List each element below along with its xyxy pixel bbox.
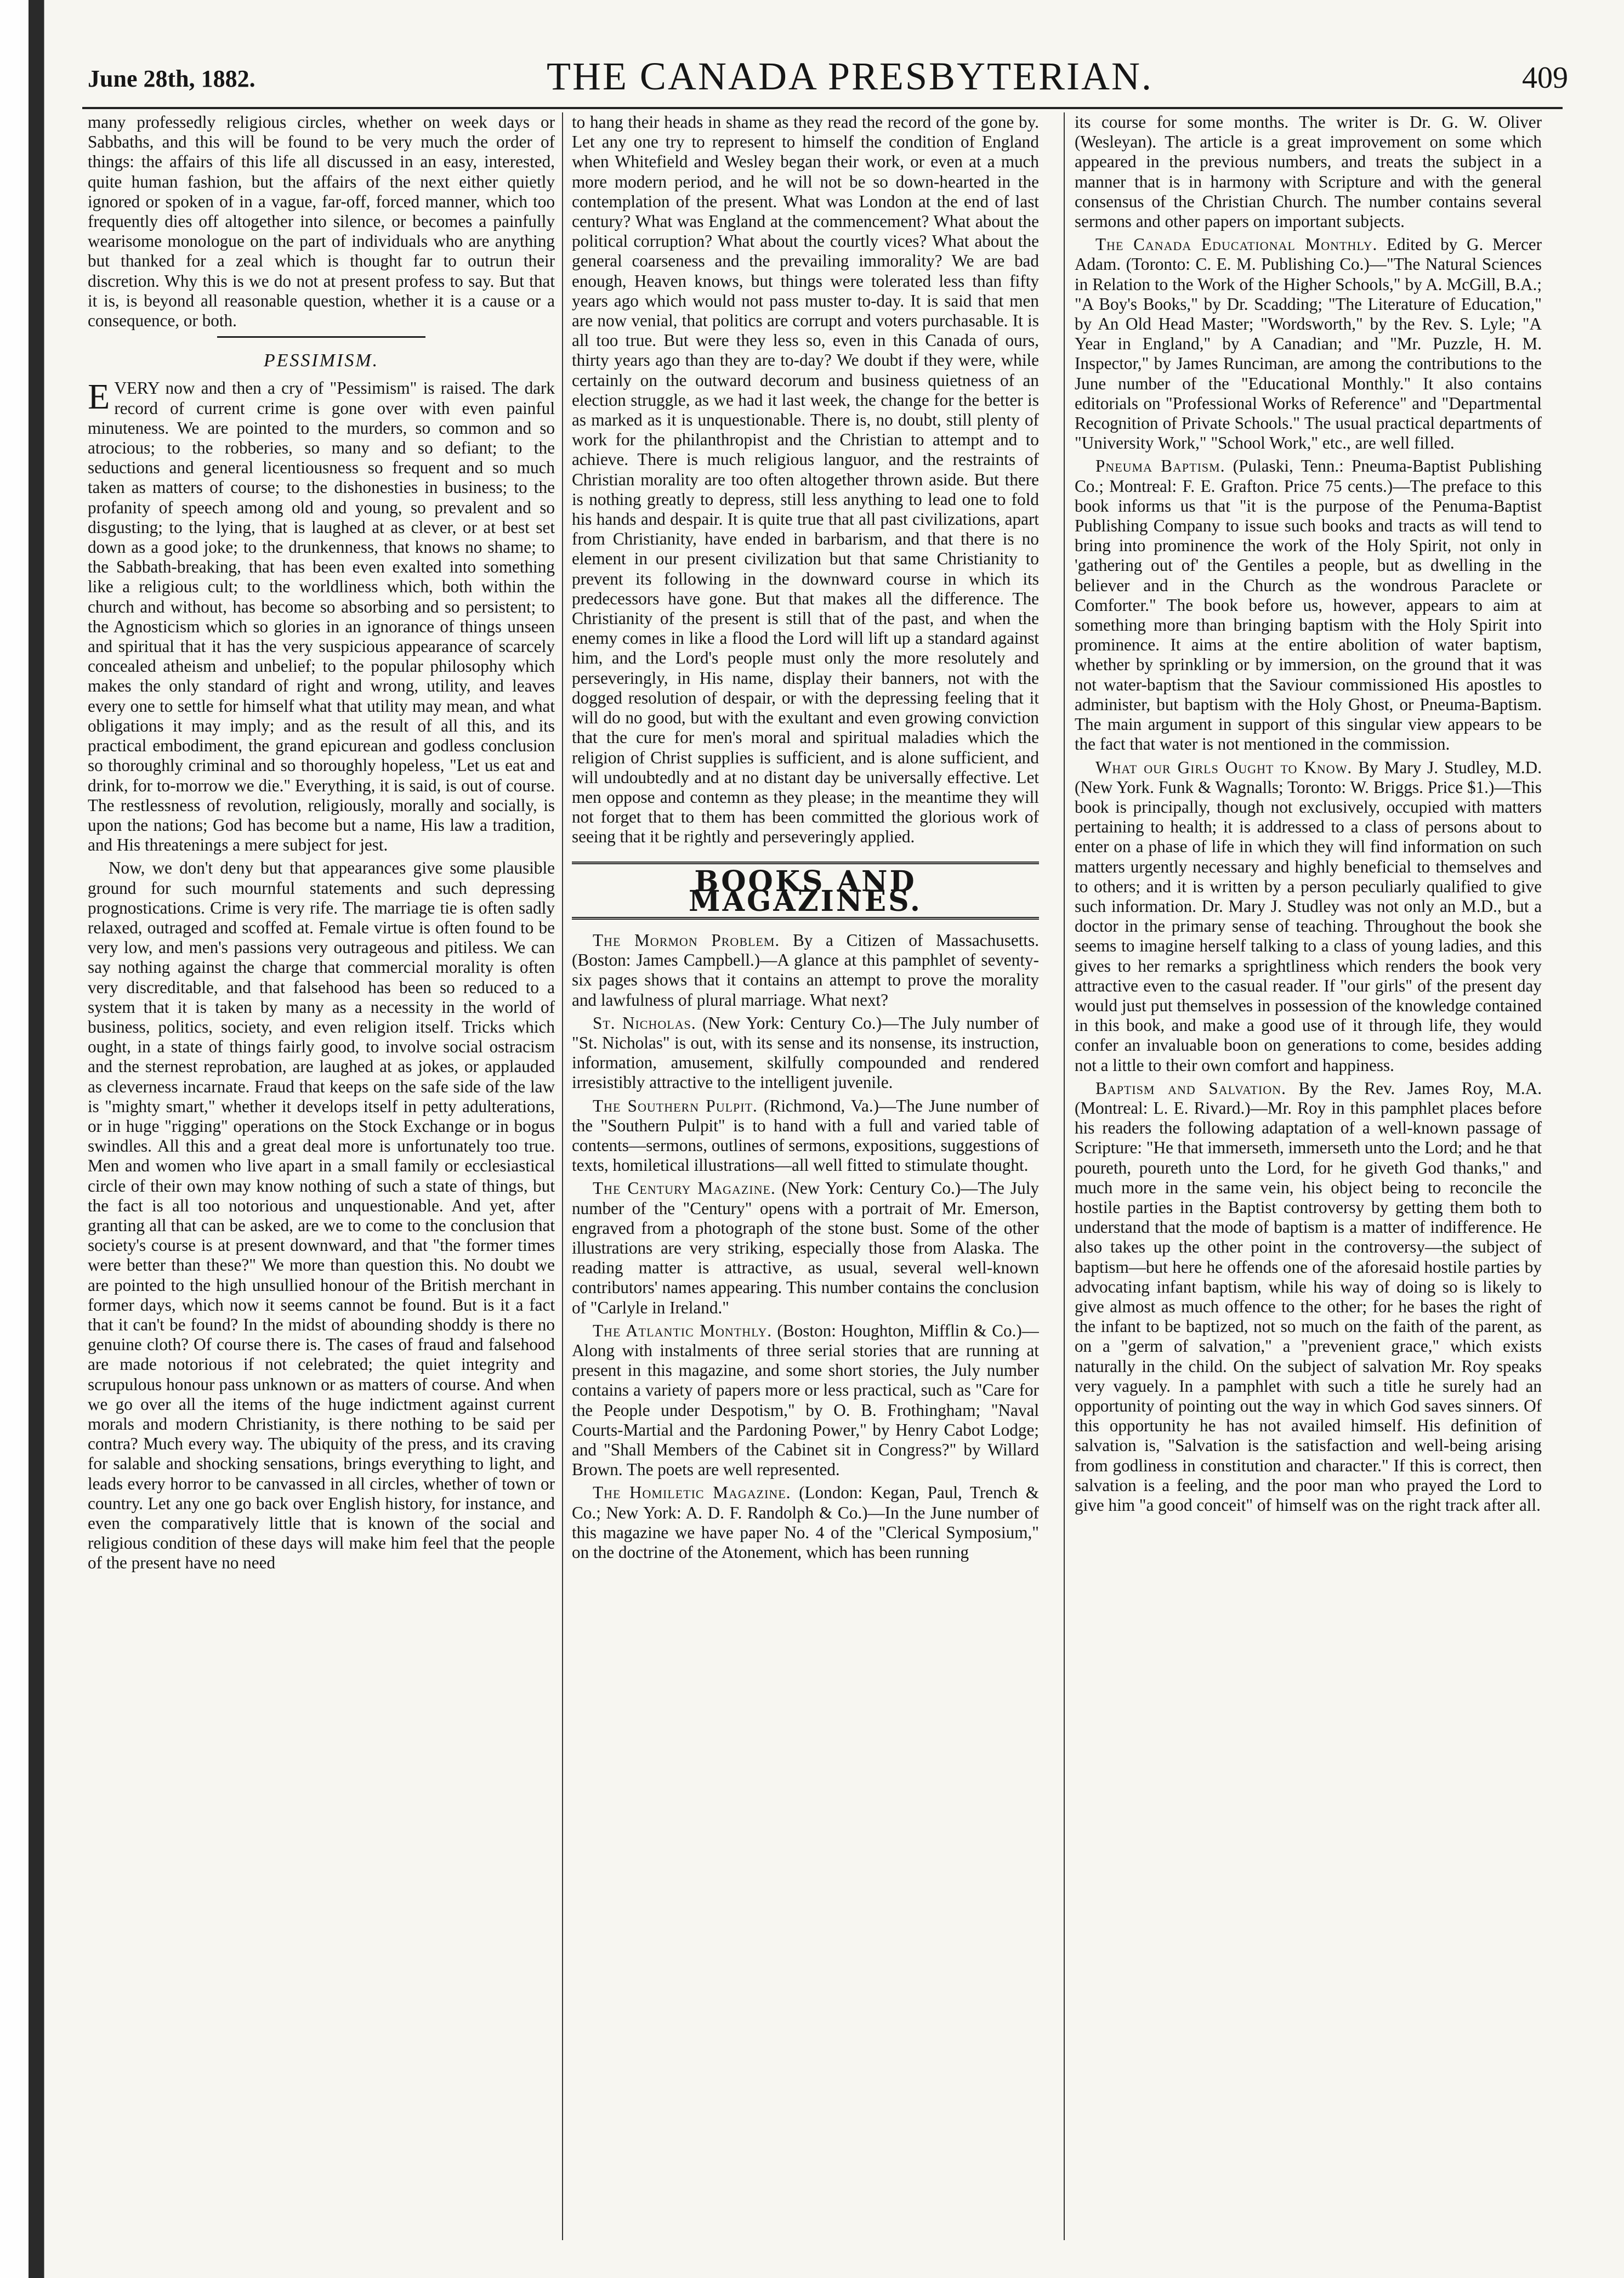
review-text: Edited by G. Mercer Adam. (Toronto: C. E. M. Publishing Co.)—"The Natural Sciences in Relation to the Work of the Higher Schools," by A. McGill, B.A.; "A Boy's Books," by Dr. Scadding; "The Literature of Education," by An Old Head Master; "Wordsworth," by the Rev. S. Lyle; "A Year in England," by A Canadian; and "Mr. Puzzle, H. M. Inspector," by James Runciman, are among the contributions to the June number of the "Educational Monthly." It also contains editorials on "Professional Works of Reference" and "Departmental Recognition of Private Schools." The usual practical departments of "University Work," "School Work," etc., are well filled.: [1075, 235, 1542, 453]
section-heading-books-and-magazines: BOOKS AND MAGAZINES.: [572, 862, 1039, 920]
review-title: The Canada Educational Monthly.: [1095, 235, 1378, 254]
column-1: [88, 112, 555, 2262]
review-text: (Boston: Houghton, Mifflin & Co.)—Along with instalments of three serial stories that are running at present in this magazine, and some short stories, the July number contains a variety of papers more or less practical, such as "Care for the People under Despotism," by O. B. Frothingham; "Naval Courts-Martial and the Pardoning Power," by Henry Cabot Lodge; and "Shall Members of the Cabinet sit in Congress?" by Willard Brown. The poets are well represented.: [572, 1321, 1039, 1480]
newspaper-title: THE CANADA PRESBYTERIAN.: [546, 54, 1154, 98]
review-title: Pneuma Baptism.: [1095, 456, 1225, 476]
review-text: (London: Kegan, Paul, Trench & Co.; New York: A. D. F. Randolph & Co.)—In the June number of this magazine we have paper No. 4 of the "Clerical Symposium," on the doctrine of the Atonement, which has been running: [572, 1483, 1039, 1562]
review-item: [1075, 758, 1542, 1075]
column-divider: [1064, 112, 1065, 2240]
review-item: [572, 1321, 1039, 1480]
review-text: By the Rev. James Roy, M.A. (Montreal: L. E. Rivard.)—Mr. Roy in this pamphlet places before his readers the following adaptation of a well-known passage of Scripture: "He that immerseth, immerseth unto the Lord; and he that poureth, poureth unto the Lord, for he giveth God thanks," and much more in the same vein, his object being to reconcile the hostile parties in the Baptist controversy by getting them both to understand that the mode of baptism is a matter of indifference. He also takes up the other point in the controversy—the subject of baptism—but here he offends one of the aforesaid hostile parties by advocating infant baptism, while his way of doing so is likely to give almost as much offence to the other; for he bases the right of the infant to be baptized, not so much on the faith of the parent, as on a "germ of salvation," a "prevenient grace," which exists naturally in the child. On the subject of salvation Mr. Roy speaks very vaguely. In a pamphlet with such a title he surely had an opportunity of pointing out the way in which God saves sinners. Of this opportunity he has not availed himself. His definition of salvation is, "Salvation is the satisfaction and well-being arising from godliness in constitution and character." If this is correct, then salvation is a feeling, and the poor man who prayed the Lord to give him "a good conceit" of himself was on the right track after all.: [1075, 1078, 1542, 1515]
page-binding-edge: [0, 0, 71, 2278]
review-text: By a Citizen of Massachusetts. (Boston: James Campbell.)—A glance at this pamphlet of seventy-six pages shows that it contains an attempt to prove the morality and lawfulness of plural marriage. What next?: [572, 930, 1039, 1010]
review-title: The Atlantic Monthly.: [593, 1321, 772, 1340]
article-paragraph: many professedly religious circles, whether on week days or Sabbaths, and this will be found to be very much the order of things: the affairs of this life all discussed in an easy, interested, quite human fashion, but the affairs of the next either quietly ignored or spoken of in a vague, far-off, forced manner, which too frequently dies off altogether into silence, or becomes a painfully wearisome monologue on the part of individuals who are anything but thanked for a zeal which is thought far to outrun their discretion. Why this is we do not at present profess to say. But that it is, is beyond all reasonable question, whether it is a cause or a consequence, or both.: [88, 112, 555, 331]
review-item: [572, 1013, 1039, 1093]
paragraph-text: VERY now and then a cry of "Pessimism" is raised. The dark record of current crime is gone over with even painful minuteness. We are pointed to the murders, so common and so atrocious; to the robberies, so many and so defiant; to the seductions and general licentiousness so frequent and so much taken as matters of course; to the dishonesties in business; to the profanity of speech among old and young, so prevalent and so disgusting; to the lying, that is laughed at as clever, or at best set down as a good joke; to the drunkenness, that knows no shame; to the Sabbath-breaking, that has been even exalted into something like a religious cult; to the worldliness which, both within the church and without, has become so absorbing and so persistent; to the Agnosticism which so glories in an ignorance of things unseen and spiritual that it has the very suspicious appearance of scarcely concealed atheism and unbelief; to the popular philosophy which makes the only standard of right and wrong, utility, and leaves every one to settle for himself what that utility may mean, and what obligations it may imply; and as the result of all this, and its practical embodiment, the grand epicurean and godless conclusion so thoroughly criminal and so thoroughly hopeless, "Let us eat and drink, for to-morrow we die." Everything, it is said, is out of course. The restlessness of revolution, religiously, morally and socially, is upon the nations; God has become but a name, His law a tradition, and His threatenings a mere subject for jest.: [88, 378, 555, 855]
review-item: [572, 1178, 1039, 1317]
drop-cap: E: [88, 377, 110, 417]
article-paragraph: Now, we don't deny but that appearances give some plausible ground for such mournful statements and such depressing prognostications. Crime is very rife. The marriage tie is often sadly relaxed, outraged and scoffed at. Female virtue is often found to be very low, and men's passions very outrageous and pitiless. We can say nothing against the charge that commercial morality is often very discreditable, and that falsehood has been so reduced to a system that it is taken by many as a necessity in the world of business, politics, society, and even religion itself. Tricks which ought, in a state of things fairly good, to involve social ostracism and the sternest reprobation, are laughed at as jokes, or applauded as cleverness incarnate. Fraud that keeps on the safe side of the law is "mighty smart," whether it develops itself in petty adulterations, or in huge "rigging" operations on the Stock Exchange or in bogus swindles. All this and a great deal more is unfortunately too true. Men and women who live apart in a small family or ecclesiastical circle of their own may know nothing of such a state of things, but the fact is all too notorious and unquestionable. And yet, after granting all that can be asked, are we to come to the conclusion that society's course is at present downward, and that "the former times were better than these?" We more than question this. No doubt we are pointed to the high unsullied honour of the British merchant in former days, which now it seems cannot be found. But is it a fact that it can't be found? In the midst of abounding shoddy is there no genuine cloth? Of course there is. The cases of fraud and falsehood are made notorious if not celebrated; the quiet integrity and scrupulous honour pass unknown or as matters of course. And when we go over all the items of the huge indictment against current morals and modern Christianity, is there nothing to be said per contra? Much every way. The ubiquity of the press, and its craving for salable and shocking sensations, brings everything to light, and leads every horror to be canvassed in all circles, whether of town or country. Let any one go back over English history, for instance, and even the comparatively little that is known of the social and religious condition of these days will make him feel that the people of the present have no need: [88, 858, 555, 1573]
review-title: The Homiletic Magazine.: [593, 1483, 791, 1503]
review-text: (Richmond, Va.)—The June number of the "Southern Pulpit" is to hand with a full and varied table of contents—sermons, outlines of sermons, expositions, suggestions of texts, homiletical illustrations—all well fitted to stimulate thought.: [572, 1096, 1039, 1175]
section-rule: [217, 336, 425, 338]
section-heading-pessimism: PESSIMISM.: [263, 350, 379, 371]
review-text: (Pulaski, Tenn.: Pneuma-Baptist Publishing Co.; Montreal: F. E. Grafton. Price 75 cents.)—The preface to this book informs us that "it is the purpose of the Penuma-Baptist Publishing Company to issue such books and tracts as will tend to bring into prominence the work of the Holy Spirit, not only in 'gathering out of' the Gentiles a people, but as dwelling in the believer and in the Church as the wondrous Paraclete or Comforter." The book before us, however, appears to aim at something more than bringing baptism with the Holy Spirit into prominence. It aims at the entire abolition of water baptism, whether by sprinkling or by immersion, on the ground that it was not water-baptism that the Saviour commissioned His apostles to administer, but baptism with the Holy Ghost, or Pneuma-Baptism. The main argument in support of this singular view appears to be the fact that water is not mentioned in the commission.: [1075, 456, 1542, 754]
review-title: What our Girls Ought to Know.: [1095, 757, 1353, 777]
page-number: 409: [1522, 61, 1568, 95]
review-text: (New York: Century Co.)—The July number of the "Century" opens with a portrait of Mr. Emerson, engraved from a photograph of the stone bust. Some of the other illustrations are very striking, especially those from Alaska. The reading matter is attractive, as usual, several well-known contributors' names appearing. This number contains the conclusion of "Carlyle in Ireland.": [572, 1178, 1039, 1317]
column-2: [572, 112, 1039, 2262]
column-3: [1075, 112, 1542, 2262]
review-item: [572, 1483, 1039, 1562]
header-rule: [82, 107, 1563, 109]
review-item: [572, 931, 1039, 1010]
review-item: [1075, 456, 1542, 754]
review-title: The Century Magazine.: [593, 1178, 776, 1198]
article-paragraph: to hang their heads in shame as they read the record of the gone by. Let any one try to represent to himself the condition of England when Whitefield and Wesley began their work, or even at a much more modern period, and he will not be so down-hearted in the contemplation of the present. What was London at the end of last century? What was England at the commencement? What about the political corruption? What about the courtly vices? What about the general coarseness and the prevailing immorality? We are bad enough, Heaven knows, but things were tolerated less than fifty years ago which would not pass muster to-day. It is said that men are now venial, that politics are corrupt and voters purchasable. It is all too true. But were they less so, even in this Canada of ours, thirty years ago than they are to-day? We doubt if they were, while certainly on the outward decorum and business quietness of an election struggle, as we had it last week, the change for the better is as marked as it is unquestionable. There is, no doubt, still plenty of work for the philanthropist and the Christian to attempt and to achieve. There is much religious languor, and the restraints of Christian morality are too often altogether thrown aside. But there is nothing greatly to depress, still less anything to lead one to fold his hands and despair. It is quite true that all past civilizations, apart from Christianity, have ended in barbarism, and that there is no element in our present civilization but that same Christianity to prevent its following in the downward course in which its predecessors have gone. But that makes all the difference. The Christianity of the present is still that of the past, and when the enemy comes in like a flood the Lord will lift up a standard against him, and the Lord's people must only the more resolutely and perseveringly, in His name, display their banners, not with the dogged resolution of despair, or with the depressing feeling that it will do no good, but with the exultant and even growing conviction that the cure for men's moral and spiritual maladies which the religion of Christ supplies is sufficient, and is alone sufficient, and will undoubtedly and at no distant day be universally effective. Let men oppose and contemn as they please; in the meantime they will not forget that to them has been committed the glorious work of seeing that it be rightly and perseveringly applied.: [572, 112, 1039, 847]
review-item: [572, 1096, 1039, 1176]
review-title: The Mormon Problem.: [593, 930, 780, 950]
issue-date: June 28th, 1882.: [88, 65, 255, 92]
review-text: By Mary J. Studley, M.D. (New York. Funk & Wagnalls; Toronto: W. Briggs. Price $1.)—This book is principally, though not exclusively, occupied with matters pertaining to health; it is addressed to a class of persons about to enter on a phase of life in which they will find information on such matters urgently necessary and highly beneficial to themselves and to others; and it is written by a person peculiarly qualified to give such information. Dr. Mary J. Studley was not only an M.D., but a doctor in the primary sense of teaching. Throughout the book she seems to imagine herself talking to a class of young ladies, and this gives to her remarks a sprightliness which renders the book very attractive even to the casual reader. If "our girls" of the present day would just put themselves in possession of the knowledge contained in this book, and make a good use of it through life, they would confer an invaluable boon on generations to come, besides adding not a little to their own comfort and happiness.: [1075, 757, 1542, 1075]
review-item: [1075, 1079, 1542, 1515]
review-title: The Southern Pulpit.: [593, 1096, 758, 1115]
article-paragraph: [88, 378, 555, 855]
review-title: St. Nicholas.: [593, 1013, 696, 1033]
review-title: Baptism and Salvation.: [1095, 1078, 1286, 1098]
column-divider: [562, 112, 563, 2240]
article-paragraph: its course for some months. The writer is Dr. G. W. Oliver (Wesleyan). The article is a great improvement on some which appeared in the previous numbers, and treats the subject in a manner that is in harmony with Scripture and with the general consensus of the Christian Church. The number contains several sermons and other papers on important subjects.: [1075, 112, 1542, 231]
review-text: (New York: Century Co.)—The July number of "St. Nicholas" is out, with its sense and its nonsense, its instruction, information, amusement, skilfully compounded and rendered irresistibly attractive to the intelligent juvenile.: [572, 1013, 1039, 1092]
review-item: [1075, 235, 1542, 453]
